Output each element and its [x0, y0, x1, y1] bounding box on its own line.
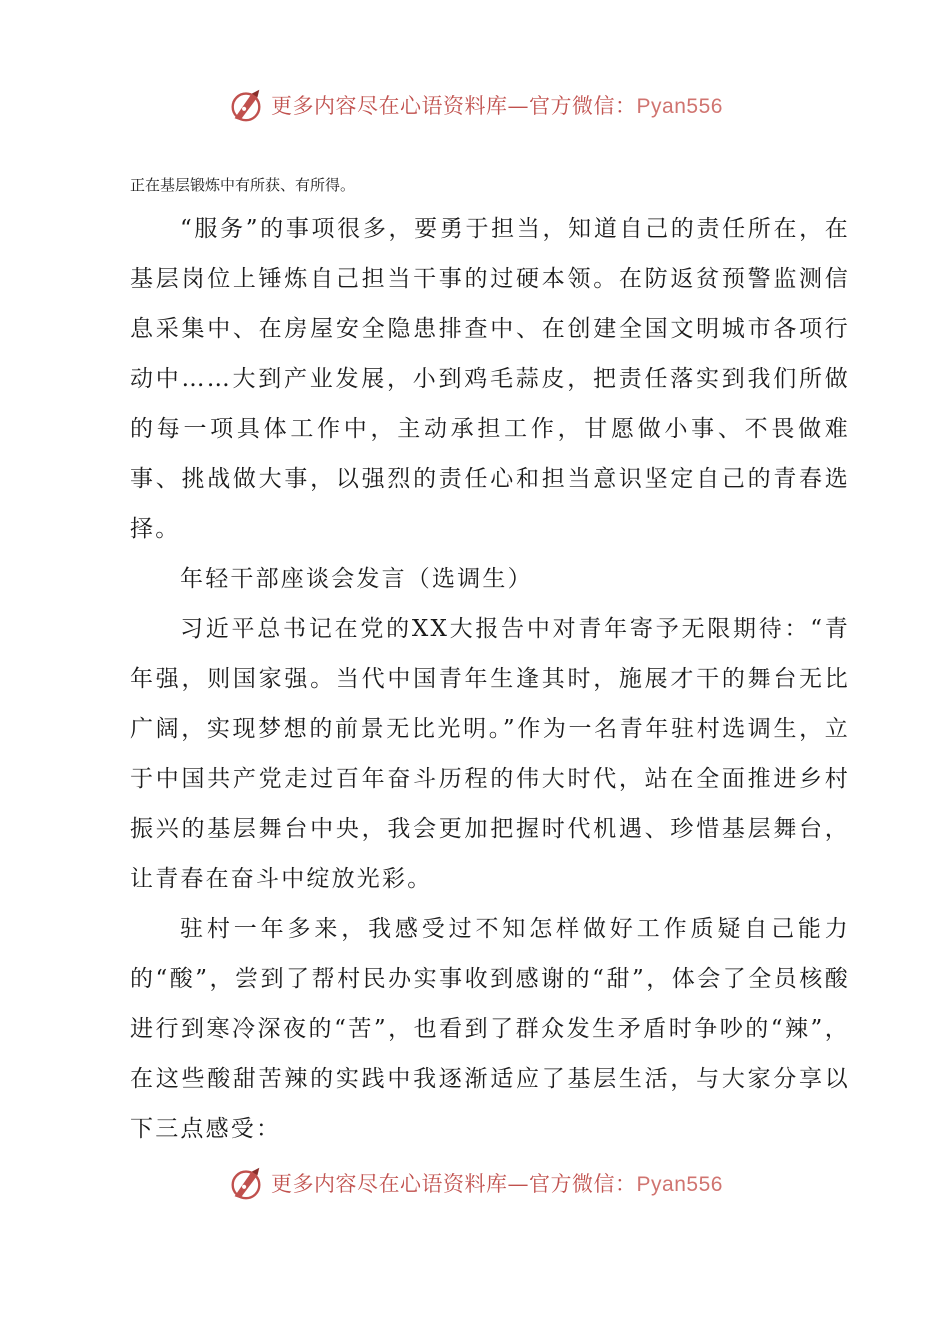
header-banner [0, 80, 950, 130]
banner-wechat-id: Pyan556 [636, 1173, 723, 1196]
footer-banner [0, 1158, 950, 1208]
banner-dash: — [507, 1172, 530, 1196]
document-body [130, 170, 850, 1154]
paragraph-3: 驻村一年多来，我感受过不知怎样做好工作质疑自己能力的“酸”，尝到了帮村民办实事收到感谢的“甜”，体会了全员核酸进行到寒冷深夜的“苦”，也看到了群众发生矛盾时争吵的“辣”，在这些酸甜苦辣的实践中我逐渐适应了基层生活，与大家分享以下三点感受： [130, 916, 850, 1142]
banner-inner [227, 1164, 723, 1202]
banner-official-text: 官方微信： [529, 94, 637, 118]
pen-quill-logo-icon [227, 1164, 265, 1202]
banner-wechat-id: Pyan556 [636, 95, 723, 118]
banner-text [271, 1168, 723, 1198]
section-title: 年轻干部座谈会发言（选调生） [180, 566, 533, 592]
banner-inner [227, 86, 723, 124]
banner-text [271, 90, 723, 120]
banner-dash: — [507, 94, 530, 118]
banner-main-text: 更多内容尽在心语资料库 [271, 1172, 508, 1196]
paragraph-1: “服务”的事项很多，要勇于担当，知道自己的责任所在，在基层岗位上锤炼自己担当干事的过硬本领。在防返贫预警监测信息采集中、在房屋安全隐患排查中、在创建全国文明城市各项行动中……大到产业发展，小到鸡毛蒜皮，把责任落实到我们所做的每一项具体工作中，主动承担工作，甘愿做小事、不畏做难事、挑战做大事，以强烈的责任心和担当意识坚定自己的青春选择。 [130, 216, 850, 542]
banner-official-text: 官方微信： [529, 1172, 637, 1196]
banner-main-text: 更多内容尽在心语资料库 [271, 94, 508, 118]
paragraph-2: 习近平总书记在党的XX大报告中对青年寄予无限期待：“青年强，则国家强。当代中国青年生逢其时，施展才干的舞台无比广阔，实现梦想的前景无比光明。”作为一名青年驻村选调生，立于中国共产党走过百年奋斗历程的伟大时代，站在全面推进乡村振兴的基层舞台中央，我会更加把握时代机遇、珍惜基层舞台，让青春在奋斗中绽放光彩。 [130, 616, 850, 892]
continued-line: 正在基层锻炼中有所获、有所得。 [130, 176, 356, 194]
pen-quill-logo-icon [227, 86, 265, 124]
